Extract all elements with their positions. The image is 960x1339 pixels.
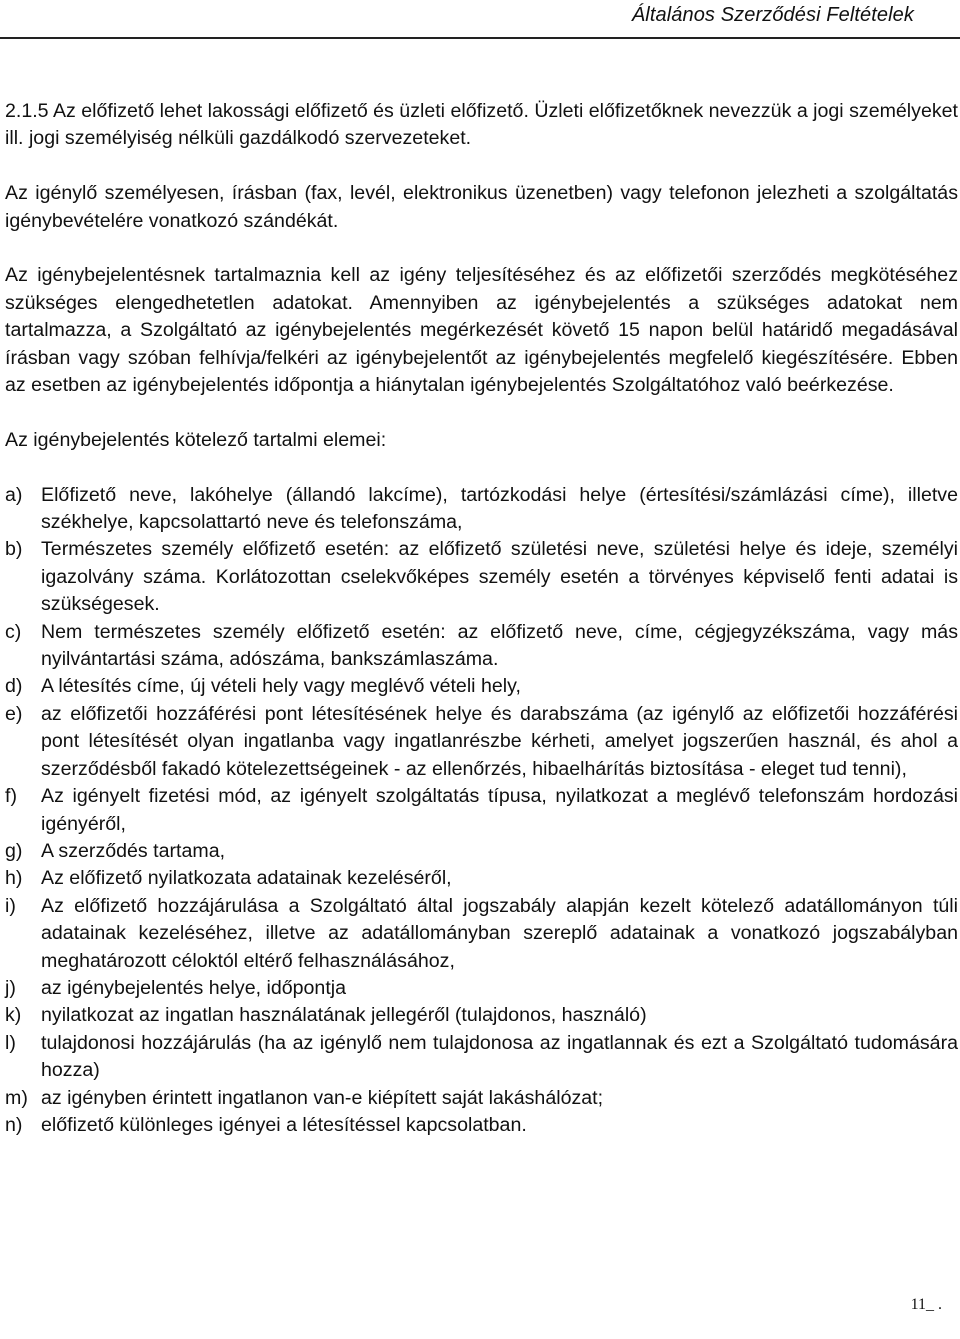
list-item-text: Előfizető neve, lakóhelye (állandó lakcíme), tartózkodási helye (értesítési/számlázási címe), illetve székhelye, kapcsolattartó neve és telefonszáma,: [41, 483, 958, 534]
list-item-text: Természetes személy előfizető esetén: az előfizető születési neve, születési helye és ideje, személyi igazolvány száma. Korlátozottan cselekvőképes személy esetén a törvényes képviselő fenti adatai is szükségesek.: [41, 538, 958, 616]
list-item-marker: b): [5, 538, 23, 561]
list-item-marker: e): [5, 702, 23, 725]
list-item-marker: h): [5, 867, 23, 890]
paragraph-list-intro: Az igénybejelentés kötelező tartalmi elemei:: [5, 428, 387, 451]
list-item-text: Nem természetes személy előfizető esetén: az előfizető neve, címe, cégjegyzékszáma, vagy más nyilvántartási száma, adószáma, bankszámlaszáma.: [41, 620, 958, 671]
document-header-title: Általános Szerződési Feltételek: [631, 4, 914, 26]
list-item-marker: i): [5, 894, 16, 917]
header-divider: [0, 37, 960, 39]
list-item: [5, 838, 958, 865]
list-item-text: az igénybejelentés helye, időpontja: [41, 976, 347, 999]
list-item: [5, 1002, 958, 1029]
list-item: [5, 1112, 958, 1139]
list-item-text: A szerződés tartama,: [41, 839, 226, 862]
list-item-marker: l): [5, 1031, 16, 1054]
paragraph-subscriber-types: 2.1.5 Az előfizető lehet lakossági előfizető és üzleti előfizető. Üzleti előfizetőknek nevezzük a jogi személyeket ill. jogi személyiség nélküli gazdálkodó szervezeteket.: [5, 100, 958, 150]
list-item-text: A létesítés címe, új vételi hely vagy meglévő vételi hely,: [41, 675, 521, 698]
list-item-marker: k): [5, 1004, 22, 1027]
document-body: [5, 98, 958, 1139]
list-item: [5, 536, 958, 618]
list-item-marker: m): [5, 1086, 28, 1109]
list-item-text: nyilatkozat az ingatlan használatának jellegéről (tulajdonos, használó): [41, 1004, 647, 1027]
list-item: [5, 619, 958, 674]
list-item: [5, 865, 958, 892]
list-item: [5, 893, 958, 975]
list-item-marker: j): [5, 976, 16, 999]
list-item: [5, 1085, 958, 1112]
list-item: [5, 673, 958, 700]
paragraph-request-channels: Az igénylő személyesen, írásban (fax, levél, elektronikus üzenetben) vagy telefonon jelezheti a szolgáltatás igénybevételére vonatkozó szándékát.: [5, 182, 958, 232]
list-item: [5, 1030, 958, 1085]
list-item-marker: d): [5, 675, 23, 698]
list-item-text: Az előfizető nyilatkozata adatainak kezeléséről,: [41, 867, 452, 890]
list-item-text: az igényben érintett ingatlanon van-e kiépített saját lakáshálózat;: [41, 1086, 604, 1109]
list-item-text: az előfizetői hozzáférési pont létesítésének helye és darabszáma (az igénylő az előfizetői hozzáférési pont létesítését olyan ingatlanba vagy ingatlanrészbe kérheti, amelyet jogszerűen használ, és ahol a szerződésből fakadó kötelezettségeinek - az ellenőrzés, hibaelhárítás biztosítása - eleget tud tenni),: [41, 702, 958, 780]
list-item: [5, 482, 958, 537]
list-item: [5, 975, 958, 1002]
list-item-marker: f): [5, 785, 17, 808]
list-item-text: Az előfizető hozzájárulása a Szolgáltató által jogszabály alapján kezelt kötelező adatállományon túli adatainak kezeléséhez, illetve az adatállományban szereplő adatainak a vonatkozó jogszabályban meghatározott céloktól eltérő felhasználásához,: [41, 894, 958, 972]
list-item: [5, 783, 958, 838]
list-item-marker: c): [5, 620, 22, 643]
list-item-marker: g): [5, 839, 23, 862]
page-number: 11_ .: [910, 1296, 942, 1313]
list-item-text: Az igényelt fizetési mód, az igényelt szolgáltatás típusa, nyilatkozat a meglévő telefonszám hordozási igényéről,: [41, 785, 958, 835]
list-item-marker: a): [5, 483, 23, 506]
list-item-text: előfizető különleges igényei a létesítéssel kapcsolatban.: [41, 1113, 527, 1136]
list-item: [5, 701, 958, 783]
list-item-marker: n): [5, 1113, 23, 1136]
list-item-text: tulajdonosi hozzájárulás (ha az igénylő nem tulajdonosa az ingatlannak és ezt a Szolgáltató tudomására hozza): [41, 1031, 958, 1082]
paragraph-request-requirements: Az igénybejelentésnek tartalmaznia kell az igény teljesítéséhez és az előfizetői szerződés megkötéséhez szükséges elengedhetetlen adatokat. Amennyiben az igénybejelentés a szükséges adatokat nem tartalmazza, a Szolgáltató az igénybejelentés megérkezését követő 15 napon belül határidő megadásával írásban vagy szóban felhívja/felkéri az igénybejelentőt az igénybejelentés megfelelő kiegészítésére. Ebben az esetben az igénybejelentés időpontja a hiánytalan igénybejelentés Szolgáltatóhoz való beérkezése.: [5, 264, 958, 397]
required-elements-list: [5, 482, 958, 1140]
